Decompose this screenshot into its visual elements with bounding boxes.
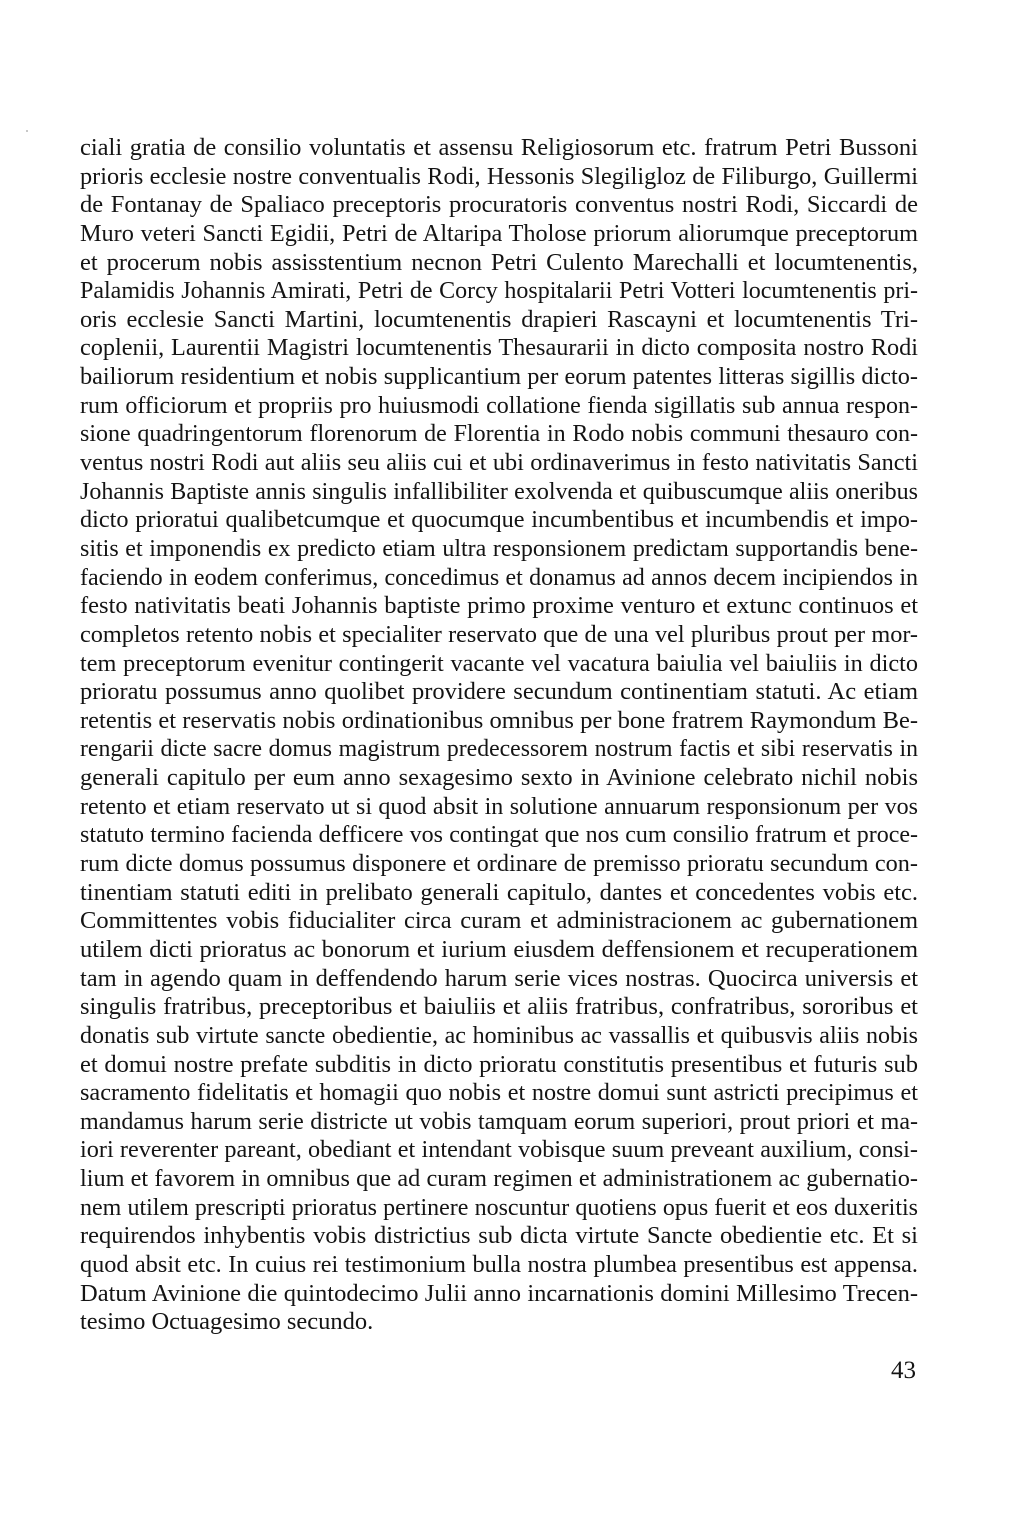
text-line: prioris ecclesie nostre conventualis Rodi, Hessonis Slegiligloz de Filiburgo, Guillermi [80,162,918,190]
text-line: mandamus harum serie districte ut vobis tamquam eorum superiori, prout priori et ma- [80,1108,918,1135]
text-line: Johannis Baptiste annis singulis infallibiliter exolvenda et quibuscumque aliis oneribus [80,478,918,505]
text-line: singulis fratribus, preceptoribus et baiuliis et aliis fratribus, confratribus, sororibus et [80,993,918,1021]
text-line: sacramento fidelitatis et homagii quo nobis et nostre domui sunt astricti precipimus et [80,1079,918,1107]
text-line: Muro veteri Sancti Egidii, Petri de Altaripa Tholose priorum aliorumque preceptorum [80,219,918,247]
text-line: ventus nostri Rodi aut aliis seu aliis cui et ubi ordinaverimus in festo nativitatis Sancti [80,449,918,477]
text-line: tinentiam statuti editi in prelibato generali capitulo, dantes et concedentes vobis etc. [80,878,918,906]
text-line: Palamidis Johannis Amirati, Petri de Corcy hospitalarii Petri Votteri locumtenentis pri- [80,278,918,305]
text-line: retentis et reservatis nobis ordinationibus omnibus per bone fratrem Raymondum Be- [80,706,918,734]
text-line: quod absit etc. In cuius rei testimonium bulla nostra plumbea presentibus est appensa. [80,1250,918,1278]
text-line: Datum Avinione die quintodecimo Julii anno incarnationis domini Millesimo Trecen- [80,1279,918,1307]
text-line: et domui nostre prefate subditis in dicto prioratu constitutis presentibus et futuris sub [80,1050,918,1078]
text-line: coplenii, Laurentii Magistri locumtenentis Thesaurarii in dicto composita nostro Rodi [80,334,918,362]
text-line: ciali gratia de consilio voluntatis et assensu Religiosorum etc. fratrum Petri Bussoni [80,134,918,161]
text-line: dicto prioratui qualibetcumque et quocumque incumbentibus et incumbendis et impo- [80,506,918,534]
scan-speck [26,130,28,132]
text-line: nem utilem prescripti prioratus pertinere noscuntur quotiens opus fuerit et eos duxeritis [80,1194,918,1221]
text-line: requirendos inhybentis vobis districtius sub dicta virtute Sancte obedientie etc. Et si [80,1222,918,1250]
text-line: tem preceptorum evenitur contingerit vacante vel vacatura baiulia vel baiuliis in dicto [80,649,918,677]
text-line: iori reverenter pareant, obediant et intendant vobisque suum preveant auxilium, consi- [80,1136,918,1164]
text-line: tam in agendo quam in deffendendo harum serie vices nostras. Quocirca universis et [80,964,918,992]
text-line: statuto termino facienda defficere vos contingat que nos cum consilio fratrum et proce- [80,822,918,849]
text-line: generali capitulo per eum anno sexagesimo sexto in Avinione celebrato nichil nobis [80,764,918,792]
page-number: 43 [891,1357,916,1384]
text-line: rengarii dicte sacre domus magistrum predecessorem nostrum factis et sibi reservatis in [80,736,918,763]
text-line: Committentes vobis fiducialiter circa curam et administracionem ac gubernationem [80,907,918,935]
text-line: oris ecclesie Sancti Martini, locumtenentis drapieri Rascayni et locumtenentis Tri- [80,305,918,333]
text-line: festo nativitatis beati Johannis baptiste primo proxime venturo et extunc continuos et [80,592,918,620]
text-line: utilem dicti prioratus ac bonorum et iurium eiusdem deffensionem et recuperationem [80,935,918,963]
text-line: et procerum nobis assisstentium necnon Petri Culento Marechalli et locumtenentis, [80,248,918,276]
text-line: bailiorum residentium et nobis supplicantium per eorum patentes litteras sigillis dicto- [80,363,918,391]
text-line: rum dicte domus possumus disponere et ordinare de premisso prioratu secundum con- [80,850,918,878]
text-line: sione quadringentorum florenorum de Florentia in Rodo nobis communi thesauro con- [80,421,918,448]
text-line: prioratu possumus anno quolibet providere secundum continentiam statuti. Ac etiam [80,678,918,706]
text-line: tesimo Octuagesimo secundo. [80,1308,374,1336]
text-line: lium et favorem in omnibus que ad curam regimen et administrationem ac gubernatio- [80,1165,918,1193]
text-line: faciendo in eodem conferimus, concedimus et donamus ad annos decem incipiendos in [80,564,918,591]
text-line: sitis et imponendis ex predicto etiam ultra responsionem predictam supportandis bene- [80,535,918,562]
text-line: retento et etiam reservato ut si quod absit in solutione annuarum responsionum per vos [80,793,918,820]
text-line: completos retento nobis et specialiter reservato que de una vel pluribus prout per mor- [80,620,918,648]
body-text [80,134,918,1337]
text-line: donatis sub virtute sancte obedientie, ac hominibus ac vassallis et quibusvis aliis nobis [80,1022,918,1049]
text-line: de Fontanay de Spaliaco preceptoris procuratoris conventus nostri Rodi, Siccardi de [80,191,918,219]
text-line: rum officiorum et propriis pro huiusmodi collatione fienda sigillatis sub annua respon- [80,392,918,419]
